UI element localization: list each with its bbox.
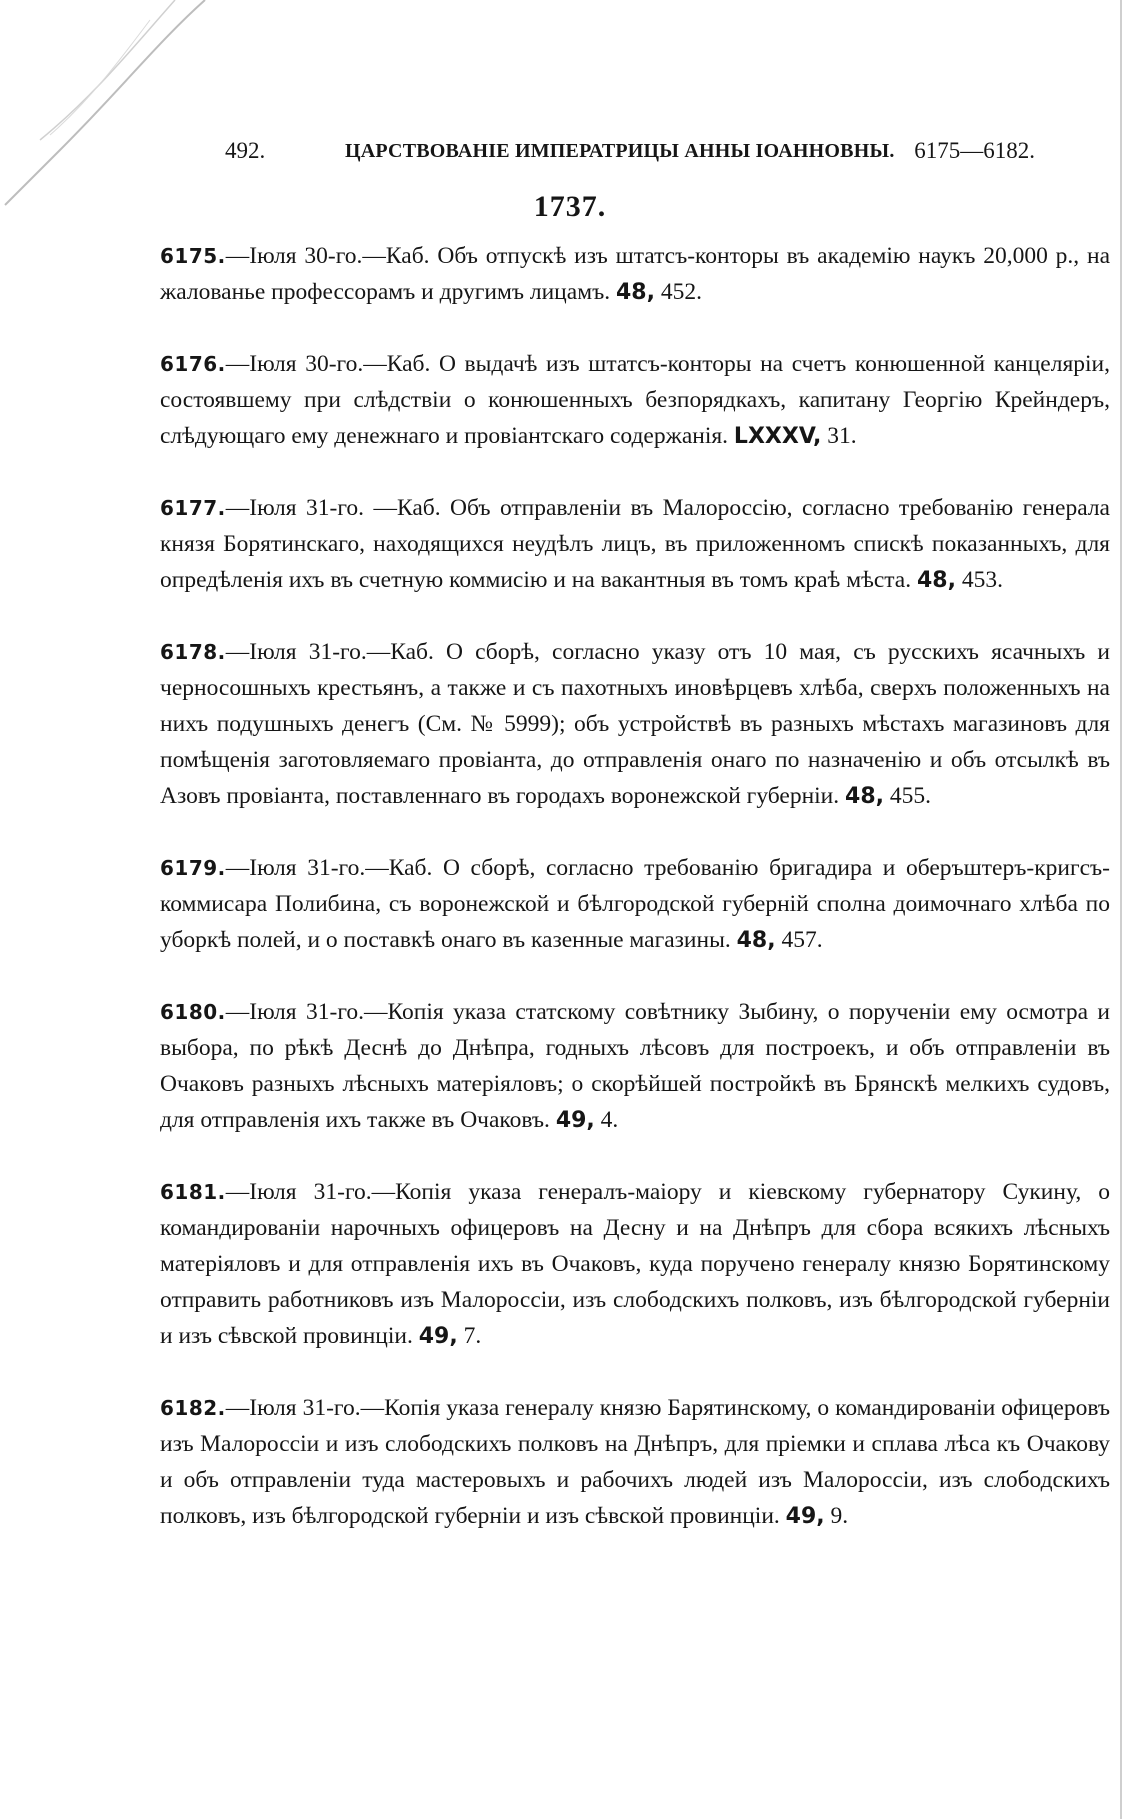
reference-page: 4. [600,1107,619,1133]
reference-page: 31. [827,423,857,449]
entry-6175 [160,238,1110,311]
entry-6177 [160,490,1110,599]
entry-text: —Іюля 31-го.—Копія указа статскому совѣтнику Зыбину, о порученіи ему осмотра и выбора, по рѣкѣ Деснѣ до Днѣпра, годныхъ лѣсовъ для построекъ, и объ отправленіи въ Очаковъ разныхъ лѣсныхъ матеріяловъ; о скорѣйшей постройкѣ въ Брянскѣ мелкихъ судовъ, для отправленія ихъ также въ Очаковъ. [160,999,1110,1133]
entry-6180 [160,994,1110,1139]
entry-6178 [160,634,1110,815]
reference-page: 453. [961,567,1003,593]
reference-volume: LXXXV, [733,424,822,449]
entry-text: —Іюля 30-го.—Каб. Объ отпускѣ изъ штатсъ-конторы въ академію наукъ 20,000 р., на жалованье профессорамъ и другимъ лицамъ. [160,243,1110,305]
entry-number: 6180. [160,1000,226,1024]
reference-volume: 49, [555,1108,595,1133]
entry-6179 [160,850,1110,959]
page-edge-line [1120,0,1122,1819]
reference-volume: 48, [917,568,956,593]
entry-range: 6175—6182. [914,138,1035,163]
reference-page: 455. [889,783,931,809]
reference-volume: 48, [845,784,884,809]
entry-number: 6179. [160,856,226,880]
entry-number: 6176. [160,352,226,376]
reference-volume: 48, [615,280,655,305]
entry-number: 6181. [160,1180,226,1204]
entry-6176 [160,346,1110,455]
year-heading: 1737. [533,190,607,223]
entry-number: 6182. [160,1396,226,1420]
reference-page: 9. [830,1503,849,1529]
reference-page: 452. [660,279,702,305]
entry-text: —Іюля 31-го.—Каб. О сборѣ, согласно требованію бригадира и оберъштеръ-кригсъ-коммисара Полибина, съ воронежской и бѣлгородской губерній сполна доимочнаго хлѣба по уборкѣ полей, и о поставкѣ онаго въ казенные магазины. [160,855,1110,953]
running-title: ЦАРСТВОВАНІЕ ИМПЕРАТРИЦЫ АННЫ ІОАННОВНЫ. [345,140,895,162]
entries-list [160,238,1110,1570]
entry-6181 [160,1174,1110,1355]
page-header [225,138,1035,178]
entry-6182 [160,1390,1110,1535]
reference-volume: 49, [785,1504,825,1529]
entry-number: 6177. [160,496,226,520]
entry-number: 6175. [160,244,226,268]
entry-text: —Іюля 31-го.—Копія указа генералъ-маіору и кіевскому губернатору Сукину, о командированіи нарочныхъ офицеровъ на Десну и на Днѣпръ для сбора всякихъ лѣсныхъ матеріяловъ и для отправленія ихъ въ Очаковъ, куда поручено генералу князю Борятинскому отправить работниковъ изъ Малороссіи, изъ слободскихъ полковъ, изъ бѣлгородской губерніи и изъ сѣвской провинціи. [160,1179,1110,1349]
entry-text: —Іюля 30-го.—Каб. О выдачѣ изъ штатсъ-конторы на счетъ конюшенной канцеляріи, состоявшему при слѣдствіи о конюшенныхъ безпорядкахъ, капитану Георгію Крейндеръ, слѣдующаго ему денежнаго и провіантскаго содержанія. [160,351,1110,449]
entry-text: —Іюля 31-го.—Каб. О сборѣ, согласно указу отъ 10 мая, съ русскихъ ясачныхъ и черносошныхъ крестьянъ, а также и съ пахотныхъ иновѣрцевъ хлѣба, сверхъ положенныхъ на нихъ подушныхъ денегъ (См. № 5999); объ устройствѣ въ разныхъ мѣстахъ магазиновъ для помѣщенія заготовляемаго провіанта, до отправленія онаго по назначенію и объ отсылкѣ въ Азовъ провіанта, поставленнаго въ городахъ воронежской губерніи. [160,639,1110,809]
entry-text: —Іюля 31-го.—Копія указа генералу князю Барятинскому, о командированіи офицеровъ изъ Малороссіи и изъ слободскихъ полковъ на Днѣпръ, для пріемки и сплава лѣса къ Очакову и объ отправленіи туда мастеровыхъ и рабочихъ людей изъ Малороссіи, изъ слободскихъ полковъ, изъ бѣлгородской губерніи и изъ сѣвской провинціи. [160,1395,1110,1529]
entry-text: —Іюля 31-го. —Каб. Объ отправленіи въ Малороссію, согласно требованію генерала князя Борятинскаго, находящихся неудѣлъ лицъ, въ приложенномъ спискѣ показанныхъ, для опредѣленія ихъ въ счетную коммисію и на вакантныя въ томъ краѣ мѣста. [160,495,1110,593]
reference-page: 7. [463,1323,482,1349]
reference-page: 457. [781,927,823,953]
entry-number: 6178. [160,640,226,664]
reference-volume: 49, [418,1324,458,1349]
reference-volume: 48, [736,928,776,953]
page-number: 492. [225,138,266,163]
